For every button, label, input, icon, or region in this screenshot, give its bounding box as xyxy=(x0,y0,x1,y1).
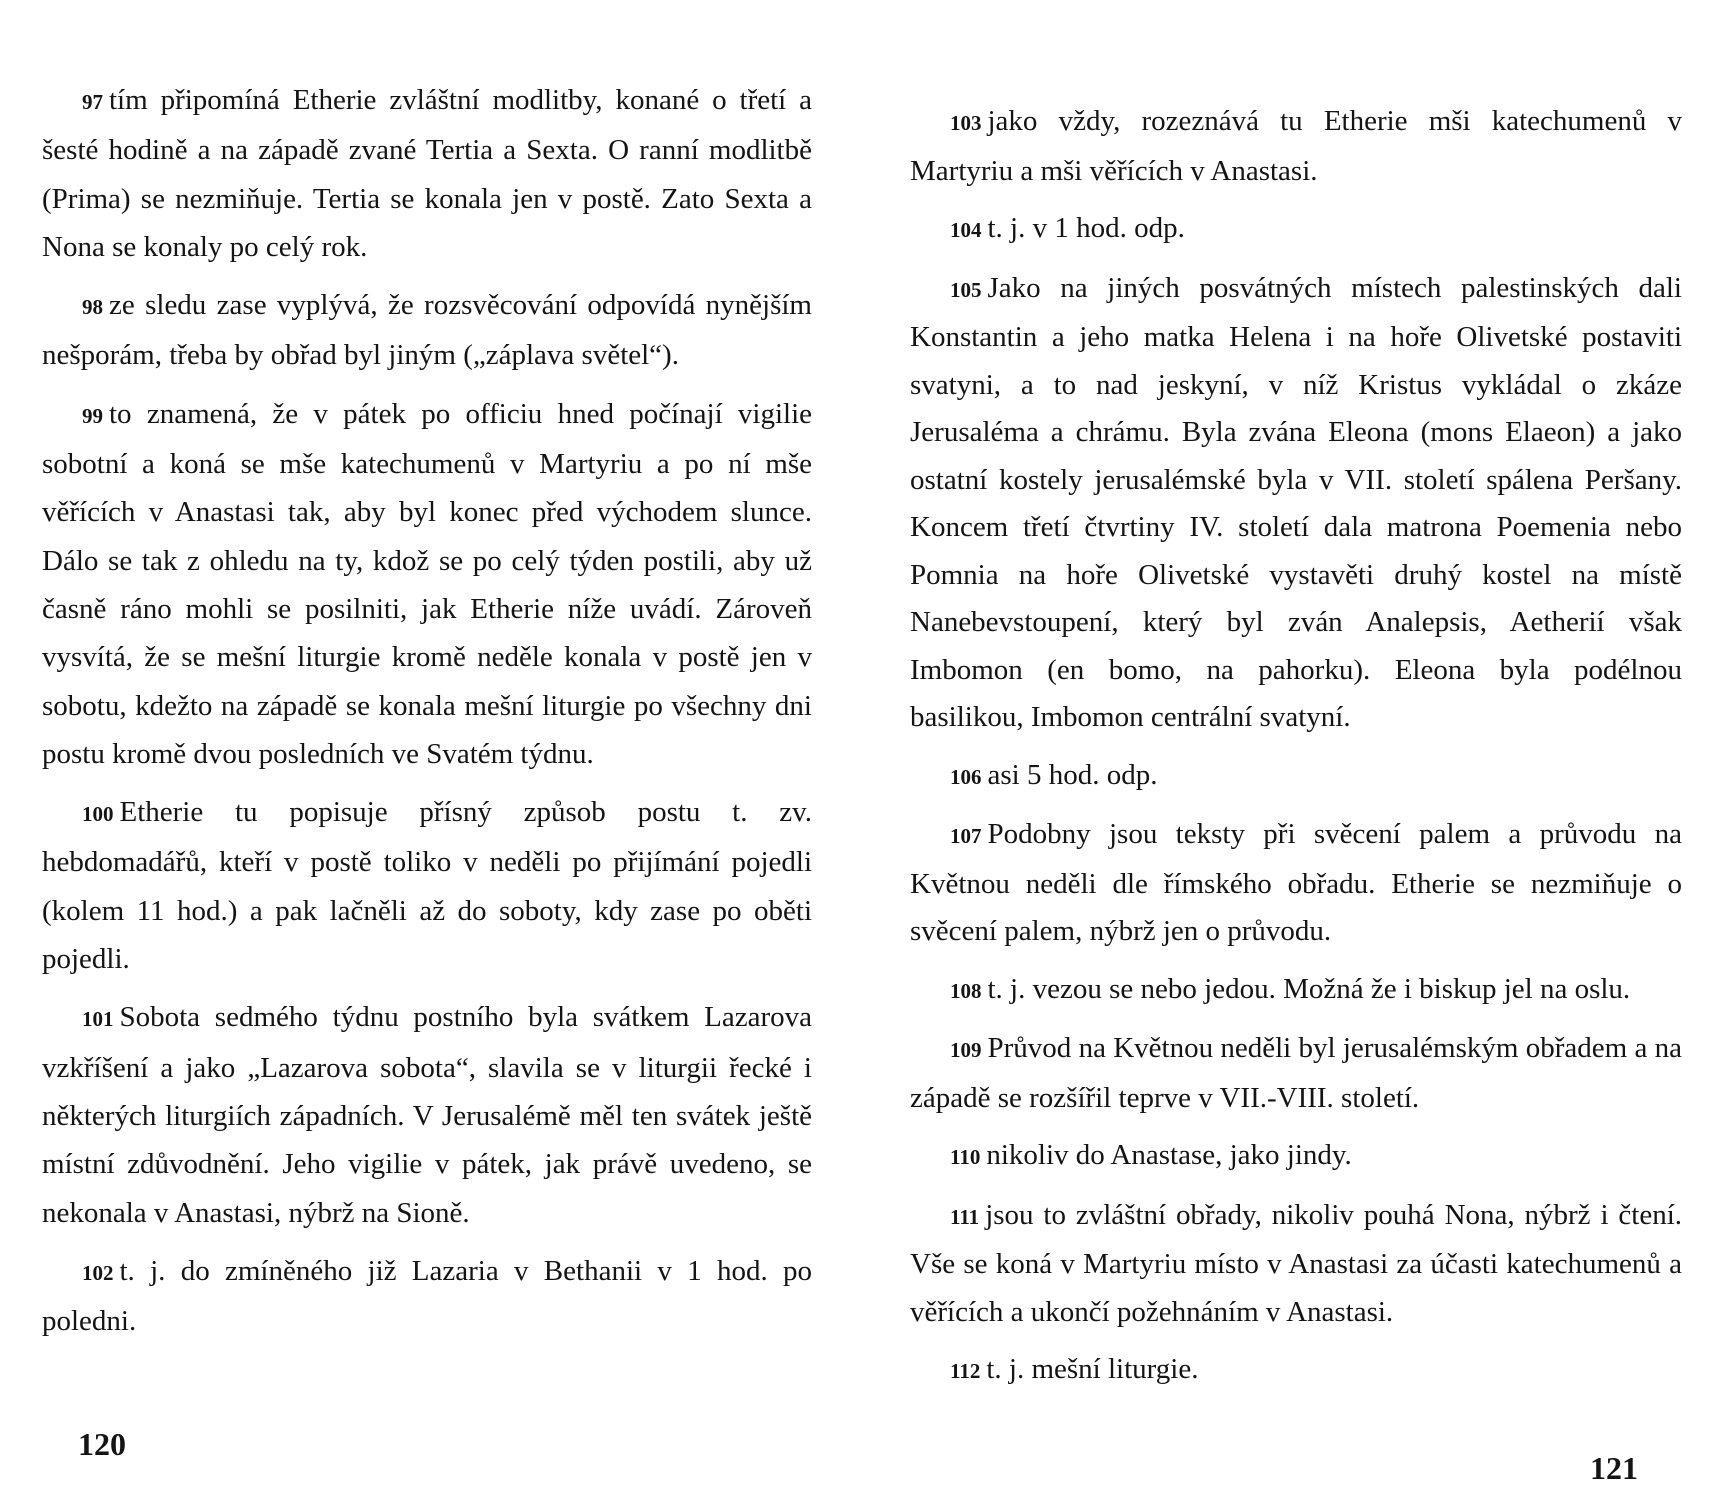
footnote-number: 100 xyxy=(82,802,114,827)
footnote-104 xyxy=(910,205,1682,255)
footnote-112 xyxy=(910,1346,1682,1396)
footnote-text: t. j. do zmíněného již Lazaria v Bethanii v 1 hod. po poledni. xyxy=(42,1254,812,1338)
footnote-text: t. j. vezou se nebo jedou. Možná že i biskup jel na oslu. xyxy=(987,972,1631,1005)
footnote-number: 109 xyxy=(950,1038,982,1062)
footnote-107 xyxy=(910,811,1682,956)
footnote-number: 108 xyxy=(950,978,982,1003)
footnote-99 xyxy=(42,390,812,778)
footnote-number: 106 xyxy=(950,764,982,789)
footnote-text: Jako na jiných posvátných místech palestinských dali Konstantin a jeho matka Helena i na hoře Olivetské postaviti svatyni, a to nad jeskyní, v níž Kristus vykládal o zkáze Jerusaléma a chrámu. Byla zvána Eleona (mons Elaeon) a jako ostatní kostely jerusalémské byla v VII. století spálena Peršany. Koncem třetí čtvrtiny IV. století dala matrona Poemenia nebo Pomnia na hoře Olivetské vystavěti druhý kostel na místě Nanebevstoupení, který byl zván Analepsis, Aetherií však Imbomon (en bomo, na pahorku). Eleona byla podélnou basilikou, Imbomon centrální svatyní. xyxy=(910,271,1682,733)
footnotes-left xyxy=(42,76,812,1355)
footnote-number: 111 xyxy=(950,1204,980,1229)
footnote-number: 102 xyxy=(82,1260,114,1285)
footnote-number: 110 xyxy=(950,1145,981,1169)
page-number-left: 120 xyxy=(78,1426,126,1462)
footnote-text: Průvod na Květnou neděli byl jerusalémským obřadem a na západě se rozšířil teprve v VII.-VIII. století. xyxy=(910,1032,1682,1114)
footnote-102 xyxy=(42,1247,812,1346)
page-number-right: 121 xyxy=(1590,1450,1638,1486)
footnote-101 xyxy=(42,993,812,1236)
footnote-text: Sobota sedmého týdnu postního byla svátkem Lazarova vzkříšení a jako „Lazarova sobota“, slavila se v liturgii řecké i některých liturgiích západních. V Jerusalémě měl ten svátek ještě místní zdůvodnění. Jeho vigilie v pátek, jak právě uvedeno, se nekonala v Anastasi, nýbrž na Sioně. xyxy=(42,1001,812,1229)
footnote-106 xyxy=(910,752,1682,802)
footnote-text: tím připomíná Etherie zvláštní modlitby, konané o třetí a šesté hodině a na západě zvané Tertia a Sexta. O ranní modlitbě (Prima) se nezmiňuje. Tertia se konala jen v postě. Zato Sexta a Nona se konaly po celý rok. xyxy=(42,84,812,263)
footnote-number: 98 xyxy=(82,295,103,320)
footnote-98 xyxy=(42,281,812,380)
footnote-number: 101 xyxy=(82,1007,114,1032)
footnote-text: nikoliv do Anastase, jako jindy. xyxy=(986,1139,1352,1171)
footnote-text: to znamená, že v pátek po officiu hned počínají vigilie sobotní a koná se mše katechumenů v Martyriu a po ní mše věřících v Anastasi tak, aby byl konec před východem slunce. Dálo se tak z ohledu na ty, kdož se po celý týden postili, aby už časně ráno mohli se posilniti, jak Etherie níže uvádí. Zároveň vysvítá, že se mešní liturgie kromě neděle konala v postě jen v sobotu, kdežto na západě se konala mešní liturgie po všechny dni postu kromě dvou posledních ve Svatém týdnu. xyxy=(42,397,812,770)
footnote-103 xyxy=(910,98,1682,195)
footnote-number: 103 xyxy=(950,111,982,135)
footnote-105 xyxy=(910,265,1682,742)
footnote-number: 112 xyxy=(950,1359,981,1383)
footnote-111 xyxy=(910,1192,1682,1337)
footnote-text: ze sledu zase vyplývá, že rozsvěcování odpovídá nynějším nešporám, třeba by obřad byl jiným („záplava světel“). xyxy=(42,289,812,372)
footnote-110 xyxy=(910,1132,1682,1182)
footnote-number: 105 xyxy=(950,277,982,302)
footnote-100 xyxy=(42,788,812,983)
footnote-text: Etherie tu popisuje přísný způsob postu t. zv. hebdomadářů, kteří v postě toliko v neděli po přijímání pojedli (kolem 11 hod.) a pak lačněli až do soboty, kdy zase po oběti pojedli. xyxy=(42,796,812,976)
footnote-text: jsou to zvláštní obřady, nikoliv pouhá Nona, nýbrž i čtení. Vše se koná v Martyriu místo v Anastasi za účasti katechumenů a věřících a ukončí požehnáním v Anastasi. xyxy=(910,1198,1682,1328)
footnote-text: t. j. mešní liturgie. xyxy=(986,1353,1199,1385)
footnote-text: jako vždy, rozeznává tu Etherie mši katechumenů v Martyriu a mši věřících v Anastasi. xyxy=(910,105,1682,187)
left-page xyxy=(42,0,812,1500)
footnote-97 xyxy=(42,76,812,271)
footnote-108 xyxy=(910,966,1682,1016)
footnote-109 xyxy=(910,1025,1682,1122)
right-page xyxy=(910,0,1682,1500)
footnote-text: t. j. v 1 hod. odp. xyxy=(987,212,1185,244)
footnote-number: 97 xyxy=(82,90,103,114)
footnote-text: asi 5 hod. odp. xyxy=(987,758,1158,791)
footnotes-right xyxy=(910,98,1682,1406)
footnote-text: Podobny jsou teksty při svěcení palem a průvodu na Květnou neděli dle římského obřadu. Etherie se nezmiňuje o svěcení palem, nýbrž jen o průvodu. xyxy=(910,818,1682,947)
footnote-number: 99 xyxy=(82,403,103,428)
footnote-number: 104 xyxy=(950,218,982,242)
footnote-number: 107 xyxy=(950,824,982,848)
